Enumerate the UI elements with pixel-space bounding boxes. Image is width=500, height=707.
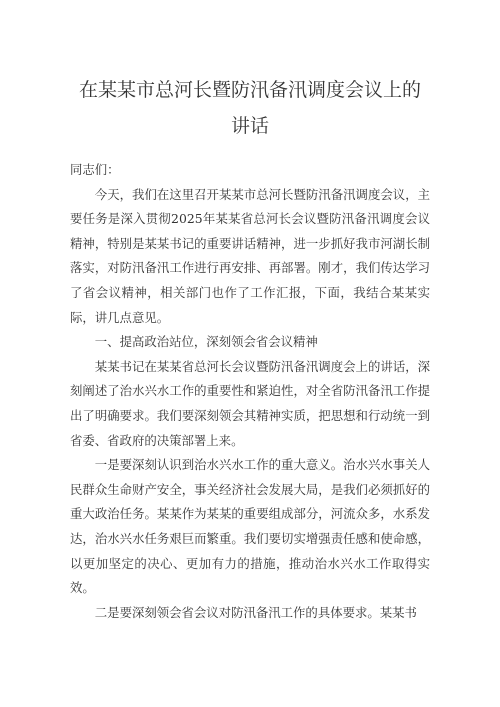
document-title-line-1: 在某某市总河长暨防汛备汛调度会议上的 [78,79,421,101]
document-title-line-2: 讲话 [230,115,269,137]
paragraph-opening: 今天，我们在这里召开某某市总河长暨防汛备汛调度会议，主要任务是深入贯彻2025年某某省总河长会议暨防汛备汛调度会议精神，特别是某某书记的重要讲话精神，进一步抓好我市河湖长制落实，对防汛备汛工作进行再安排、再部署。刚才，我们传达学习了省会议精神，相关部门也作了工作汇报，下面，我结合某某实际，讲几点意见。 [70,186,430,325]
paragraph-point-1: 一是要深刻认识到治水兴水工作的重大意义。治水兴水事关人民群众生命财产安全，事关经济社会发展大局，是我们必须抓好的重大政治任务。某某作为某某的重要组成部分，河流众多，水系发达，治水兴水任务艰巨而繁重。我们要切实增强责任感和使命感，以更加坚定的决心、更加有力的措施，推动治水兴水工作取得实效。 [70,457,430,596]
section-heading-1: 一、提高政治站位，深刻领会省会议精神 [94,334,318,350]
salutation: 同志们： [70,162,120,177]
document-body [70,158,430,625]
paragraph-section-1-intro: 某某书记在某某省总河长会议暨防汛备汛调度会上的讲话，深刻阐述了治水兴水工作的重要性和紧迫性，对全省防汛备汛工作提出了明确要求。我们要深刻领会其精神实质，把思想和行动统一到省委、省政府的决策部署上来。 [70,358,430,448]
paragraph-point-2: 二是要深刻领会省会议对防汛备汛工作的具体要求。某某书 [94,604,417,620]
